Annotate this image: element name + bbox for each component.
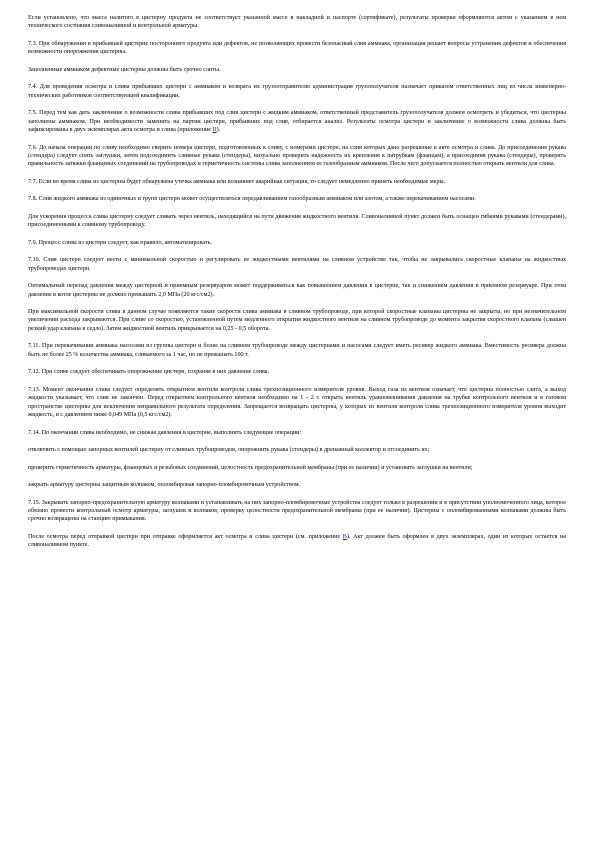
document-page	[28, 14, 566, 559]
paragraph-text: 7.11. При перекачивании аммиака насосами из группы цистерн и более на сливном трубопроводе между цистернами и насосами следует иметь ресивер жидкого аммиака. Вместимость ресивера должна быть не более 25 % количества аммиака, сливаемого за 1 час, но не превышать 100 т.	[28, 343, 566, 358]
paragraph-text: При максимальной скорости слива в данном случае появляются такие скорости слива аммиака в сливном трубопроводе, при которой скоростные клапаны цистерны не закрыты, но при незначительном увеличении расхода закрываются. При сливе со скоростью, установленной путем медленного открытия жидкостного вентиля на сливном трубопроводе до момента закрытия скоростного клапана (слышен резкий удар клапана в седло). Затем жидкостной вентиль прикрывается на 0,25 - 0,5 оборота.	[28, 309, 566, 332]
paragraph-text: После осмотра перед отправкой цистерн при отправке оформляется акт осмотра и слива цистерн (см. приложение	[28, 533, 343, 540]
paragraph	[28, 464, 566, 472]
paragraph-text: 7.5. Перед тем как дать заключение о возможности слива прибывших под слив цистерн с жидким аммиаком, ответственный представитель грузополучателя должен осмотреть и убедиться, что цистерны заполнены аммиаком. При необходимости заменить на партии цистерн, прибывших под слив, отбирается анализ. Результаты осмотра цистерн и заключение о возможности слива должны быть зафиксированы в двух экземплярах акта осмотра и слива (приложение	[28, 110, 566, 134]
paragraph	[28, 342, 566, 359]
paragraph-text: проверить герметичность арматуры, фланцевых и резьбовых соединений, целостность предохранительной мембраны (при ее наличии) и установить заглушки на вентили;	[28, 464, 473, 471]
paragraph-text: 7.3. При обнаружении в прибывшей цистерне постороннего продукта или дефектов, не позволяющих провести безопасный слив аммиака, организация решает вопросы устранения дефектов и обеспечения возможности опорожнения цистерны.	[28, 40, 566, 56]
paragraph-text: Оптимальный перепад давления между цистерной и приемным резервуаром может поддерживаться как повышением давления в цистерне, так и снижением давления в приемном резервуаре. При этом давление в котле цистерны не должно превышать 2,0 МПа (20 кгс/см2).	[28, 283, 566, 298]
paragraph-text: Для ускорения процесса слива цистерну следует сливать через вентиль, находящийся на пути движения жидкостного вентиля. Сливоналивной пункт должен быть оснащен гибкими рукавами (стендерами), присоединенными к сливному трубопроводу.	[28, 213, 566, 229]
paragraph	[28, 195, 566, 203]
paragraph-text: закрыть арматуру цистерны защитным колпаком, опломбировав запорно-пломбировочным устройством.	[28, 482, 301, 488]
paragraph-text: отключить с помощью запорных вентилей цистерну от сливных трубопроводов, опорожнить рукава (стендеры) в дренажный коллектор и отсоединить их;	[28, 447, 430, 453]
paragraph	[28, 429, 566, 437]
paragraph	[28, 66, 566, 74]
paragraph	[28, 213, 566, 230]
paragraph-text: 7.14. По окончании слива необходимо, не снижая давления в цистерне, выполнить следующие операции:	[28, 429, 302, 436]
paragraph-text: 7.9. Процесс слива из цистерн следует, как правило, автоматизировать.	[28, 239, 212, 246]
paragraph	[28, 386, 566, 420]
paragraph	[28, 178, 566, 186]
paragraph	[28, 481, 566, 489]
paragraph-text: 7.13. Момент окончания слива следует определять открытием вентиля контроля слива трехпозиционного измерителя уровня. Выход газа из вентиля означает, что цистерна полностью слита, а выход жидкости указывает, что слив не закончен. Перед открытием контрольного вентиля необходимо на 1 - 2 с открыть вентиль уравновешивания давления на трубке контрольного вентиля и в газовом пространстве цистерны для исключения неправильного результата определения. Запрещается возвращать цистерны, у которых из вентиля контроля слива трехпозиционного измерителя уровня выходит жидкость, и с давлением ниже 0,049 МПа (0,5 кгс/см2).	[28, 386, 566, 418]
appendix-link[interactable]: В	[342, 533, 347, 540]
paragraph	[28, 14, 566, 31]
paragraph-text: Если установлено, что масса налитого в цистерну продукта не соответствует указанной массе в накладной и паспорте (сертификате), результаты проверки оформляются актом с указанием в нем технического состояния сливоналивной и контрольной арматуры.	[28, 15, 566, 30]
paragraph-text: Заполненные аммиаком дефектные цистерны должны быть срочно слиты.	[28, 66, 221, 73]
paragraph	[28, 83, 566, 100]
paragraph-text: 7.15. Закрывать запорно-предохранительную арматуру колпаками и устанавливать на них запорно-пломбировочные устройства следует только в разрешении и в присутствии уполномоченного лица, которое обязано провести контрольный осмотр арматуры, заглушек и колпаков, проверку целостности предохранительной мембраны (при ее наличии). Цистерны с опломбированными колпаками должны быть срочно возвращены на станцию примыкания.	[28, 499, 566, 523]
paragraph	[28, 533, 566, 550]
paragraph-text: ). Акт должен быть оформлен в двух экземплярах, один из которых остается на сливоналивном пункте.	[28, 533, 566, 549]
paragraph-text: 7.8. Слив жидкого аммиака из одиночных и групп цистерн может осуществляться передавливанием газообразным аммиаком или азотом, а также перекачиванием насосами.	[28, 196, 476, 203]
paragraph-text: 7.10. Слив цистерн следует вести с минимальной скоростью и регулировать ее жидкостными вентилями на сливном устройстве так, чтобы не закрывались скоростные клапаны на жидкостных трубопроводах цистерн.	[28, 257, 566, 272]
paragraph	[28, 109, 566, 134]
paragraph	[28, 446, 566, 454]
paragraph	[28, 308, 566, 333]
paragraph	[28, 499, 566, 524]
paragraph	[28, 40, 566, 57]
paragraph	[28, 282, 566, 299]
paragraph-text: 7.4. Для проведения осмотра и слива прибывших цистерн с аммиаком и возврата их грузоотправителю администрация грузополучателя назначает приказом ответственных лиц из числа инженерно-технических работников соответствующей квалификации.	[28, 84, 566, 99]
paragraph	[28, 144, 566, 169]
paragraph-text: ).	[216, 127, 221, 134]
paragraph-text: 7.7. Если во время слива из цистерны будет обнаружена утечка аммиака или возникнет аварийная ситуация, то следует немедленно принять необходимые меры.	[28, 178, 446, 185]
paragraph-text: 7.12. При сливе следует обеспечивать опорожнение цистерн, сохраняя в них давление слива.	[28, 369, 270, 376]
paragraph-text: 7.6. До начала операции по сливу необходимо сверить номера цистерн, подготовленных к сливу, с номерами цистерн, на слив которых дано разрешение в акте осмотра и слива. До присоединения рукава (стендера) следует снять заглушки, затем подсоединить сливные рукава (стендеры), визуально проверить надежность их крепления к патрубкам (фланцам), а присоединив рукава (стендеры), проверить правильность затяжки фланцевых соединений на трубопроводах и герметичность системы слива заполнением ее газообразным аммиаком. После чего допускается полностью открыть вентили для слива.	[28, 144, 566, 168]
appendix-link[interactable]: В	[212, 127, 217, 134]
paragraph	[28, 256, 566, 273]
paragraph	[28, 368, 566, 376]
paragraph	[28, 239, 566, 247]
